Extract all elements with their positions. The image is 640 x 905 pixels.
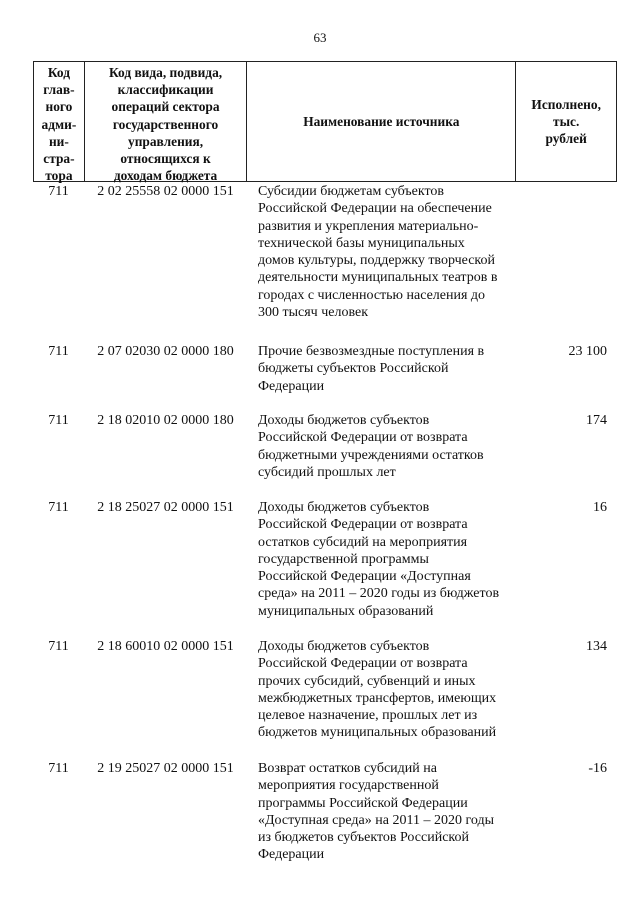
source-name-line: Российской Федерации от возврата <box>258 430 468 446</box>
header-source-name <box>247 62 516 181</box>
amount-cell: -16 <box>588 761 607 776</box>
admin-code-cell: 711 <box>48 344 69 359</box>
source-name-line: Российской Федерации «Доступная <box>258 569 471 585</box>
classification-code-cell: 2 18 25027 02 0000 151 <box>97 500 234 515</box>
source-name-line: субсидий прошлых лет <box>258 464 396 480</box>
source-name-line: мероприятия государственной <box>258 778 439 794</box>
header-code-line: управления, <box>128 133 204 149</box>
classification-code-cell: 2 18 60010 02 0000 151 <box>97 639 234 654</box>
source-name-cell <box>258 638 523 742</box>
source-name-line: 300 тысяч человек <box>258 305 369 321</box>
source-name-line: муниципальных образований <box>258 603 434 619</box>
source-name-line: среда» на 2011 – 2020 годы из бюджетов <box>258 586 500 602</box>
source-name-line: Российской Федерации от возврата <box>258 517 468 533</box>
table-header <box>33 61 617 182</box>
admin-code-cell: 711 <box>48 639 69 654</box>
source-name-cell <box>258 183 523 321</box>
source-name-line: Прочие безвозмездные поступления в <box>258 344 485 359</box>
source-name-line: программы Российской Федерации <box>258 795 468 811</box>
source-name-line: бюджеты субъектов Российской <box>258 361 449 377</box>
source-name-line: Российской Федерации от возврата <box>258 656 468 672</box>
source-name-line: целевое назначение, прошлых лет из <box>258 708 478 724</box>
header-admin-line: Код <box>47 65 70 80</box>
source-name-line: государственной программы <box>258 551 429 567</box>
admin-code-cell: 711 <box>48 500 69 515</box>
header-amount-line: рублей <box>545 131 587 147</box>
header-admin-line: адми- <box>41 116 77 132</box>
source-name-line: бюджетными учреждениями остатков <box>258 447 484 463</box>
source-name-line: прочих субсидий, субвенций и иных <box>258 673 476 689</box>
header-amount <box>516 62 616 181</box>
header-amount-line: тыс. <box>553 113 580 129</box>
source-name-line: городах с численностью населения до <box>258 287 486 303</box>
source-name-line: из бюджетов субъектов Российской <box>258 830 469 846</box>
classification-code-cell: 2 18 02010 02 0000 180 <box>97 413 234 428</box>
source-name-line: деятельности муниципальных театров в <box>258 270 498 286</box>
source-name-line: «Доступная среда» на 2011 – 2020 годы <box>258 812 494 828</box>
header-admin-line: ни- <box>48 133 69 149</box>
header-name-text: Наименование источника <box>303 113 460 129</box>
header-admin-line: глав- <box>43 82 75 98</box>
header-code-line: Код вида, подвида, <box>108 65 223 80</box>
classification-code-cell: 2 02 25558 02 0000 151 <box>97 184 234 199</box>
header-code-line: относящихся к <box>120 151 211 167</box>
admin-code-cell: 711 <box>48 761 69 776</box>
admin-code-cell: 711 <box>48 184 69 199</box>
source-name-line: Доходы бюджетов субъектов <box>258 413 430 428</box>
source-name-line: технической базы муниципальных <box>258 235 465 251</box>
header-amount-line: Исполнено, <box>531 96 601 112</box>
source-name-line: Российской Федерации на обеспечение <box>258 201 492 217</box>
source-name-line: Доходы бюджетов субъектов <box>258 500 430 515</box>
header-code-line: государственного <box>112 116 219 132</box>
header-admin-line: ного <box>45 99 73 115</box>
source-name-line: межбюджетных трансфертов, имеющих <box>258 690 497 706</box>
amount-cell: 23 100 <box>568 344 607 359</box>
source-name-line: остатков субсидий на мероприятия <box>258 534 468 550</box>
header-admin-line: тора <box>45 168 73 184</box>
header-admin-line: стра- <box>43 151 75 167</box>
source-name-line: домов культуры, поддержку творческой <box>258 253 496 269</box>
source-name-line: Возврат остатков субсидий на <box>258 761 437 776</box>
source-name-line: развития и укрепления материально- <box>258 218 479 234</box>
source-name-line: Субсидии бюджетам субъектов <box>258 184 445 199</box>
source-name-line: Доходы бюджетов субъектов <box>258 639 430 654</box>
classification-code-cell: 2 07 02030 02 0000 180 <box>97 344 234 359</box>
amount-cell: 174 <box>586 413 607 428</box>
source-name-line: Федерации <box>258 378 325 394</box>
source-name-line: бюджетов муниципальных образований <box>258 725 497 741</box>
amount-cell: 16 <box>593 500 607 515</box>
source-name-cell <box>258 499 523 620</box>
header-code-line: доходам бюджета <box>113 168 218 184</box>
source-name-line: Федерации <box>258 847 325 863</box>
header-code-line: классификации <box>117 82 214 98</box>
classification-code-cell: 2 19 25027 02 0000 151 <box>97 761 234 776</box>
source-name-cell <box>258 760 523 864</box>
source-name-cell <box>258 343 523 395</box>
header-code-line: операций сектора <box>111 99 220 115</box>
header-classification-code <box>85 62 247 184</box>
source-name-cell <box>258 412 523 481</box>
admin-code-cell: 711 <box>48 413 69 428</box>
amount-cell: 134 <box>586 639 607 654</box>
header-admin-code <box>34 62 85 184</box>
page-number: 63 <box>313 30 327 45</box>
